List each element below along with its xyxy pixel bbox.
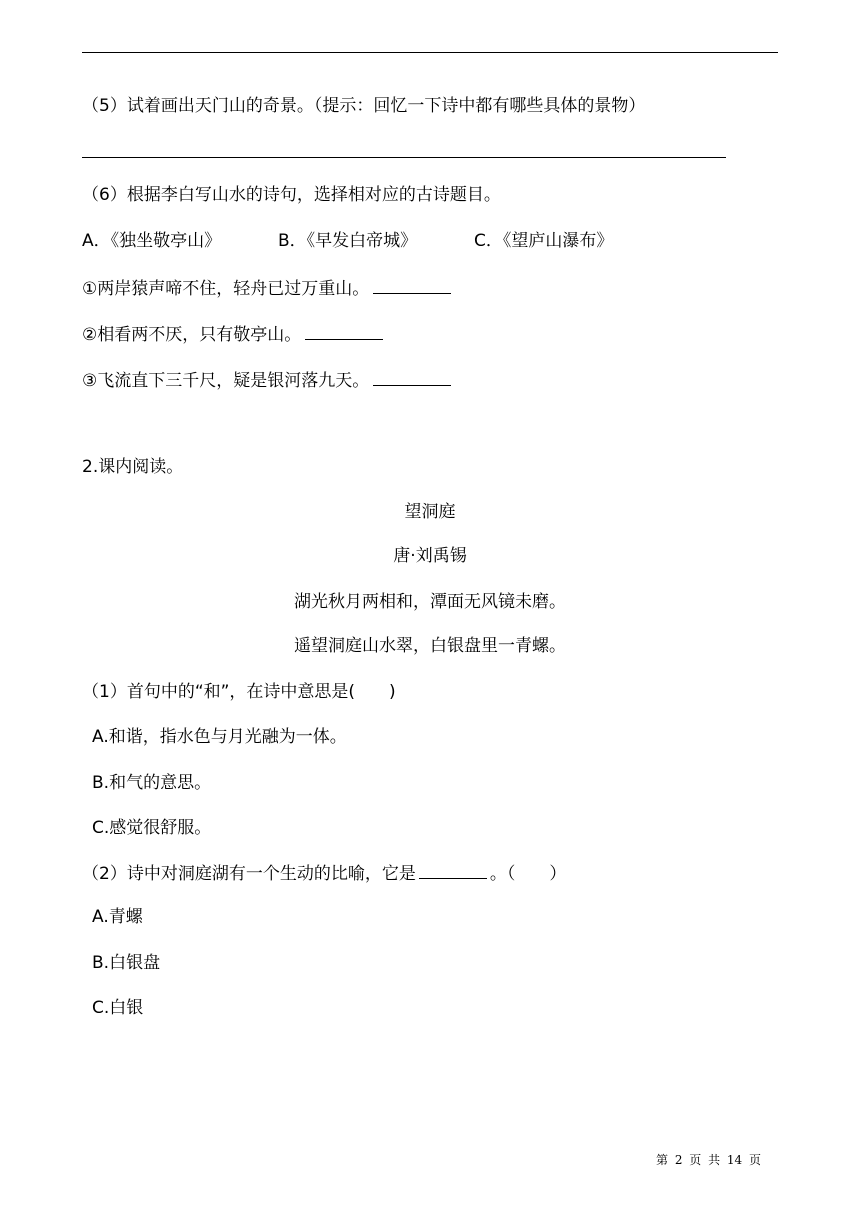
- answer-line[interactable]: [82, 157, 726, 158]
- reading-q1-option-c[interactable]: C.感觉很舒服。: [92, 818, 212, 838]
- reading-q1-option-a[interactable]: A.和谐，指水色与月光融为一体。: [92, 727, 347, 747]
- item-text: ③飞流直下三千尺，疑是银河落九天。: [82, 371, 370, 391]
- reading-q2-option-b[interactable]: B.白银盘: [92, 953, 161, 973]
- question-text-end: 。（ ）: [489, 864, 567, 884]
- answer-blank[interactable]: [419, 860, 487, 879]
- answer-blank[interactable]: [373, 275, 451, 294]
- page-header-rule: [82, 52, 778, 53]
- question-6-item-1: [82, 275, 451, 301]
- poem-author: 唐·刘禹锡: [393, 546, 467, 566]
- section-2-heading: 2.课内阅读。: [82, 457, 184, 477]
- poem-line-1: 湖光秋月两相和，潭面无风镜未磨。: [294, 592, 566, 612]
- answer-blank[interactable]: [373, 367, 451, 386]
- poem-line-2: 遥望洞庭山水翠，白银盘里一青螺。: [294, 636, 566, 656]
- item-text: ①两岸猿声啼不住，轻舟已过万重山。: [82, 279, 370, 299]
- answer-blank[interactable]: [305, 321, 383, 340]
- page-number: 第 2 页 共 14 页: [656, 1153, 761, 1167]
- reading-q1-option-b[interactable]: B.和气的意思。: [92, 773, 212, 793]
- poem-title: 望洞庭: [404, 502, 456, 522]
- question-6: （6）根据李白写山水的诗句，选择相对应的古诗题目。: [82, 185, 501, 205]
- item-text: ②相看两不厌，只有敬亭山。: [82, 325, 302, 345]
- option-c: C．《望庐山瀑布》: [474, 231, 614, 251]
- question-text: （2）诗中对洞庭湖有一个生动的比喻，它是: [82, 864, 416, 884]
- reading-q2-option-a[interactable]: A.青螺: [92, 907, 143, 927]
- question-5: （5）试着画出天门山的奇景。（提示：回忆一下诗中都有哪些具体的景物）: [82, 96, 646, 116]
- question-6-options: [82, 229, 613, 253]
- question-6-item-2: [82, 321, 383, 347]
- option-a: A．《独坐敬亭山》: [82, 231, 222, 251]
- question-6-item-3: [82, 367, 451, 393]
- option-b: B．《早发白帝城》: [278, 231, 418, 251]
- reading-question-1: （1）首句中的“和”，在诗中意思是( ): [82, 682, 396, 702]
- reading-q2-option-c[interactable]: C.白银: [92, 998, 144, 1018]
- reading-question-2: [82, 860, 566, 886]
